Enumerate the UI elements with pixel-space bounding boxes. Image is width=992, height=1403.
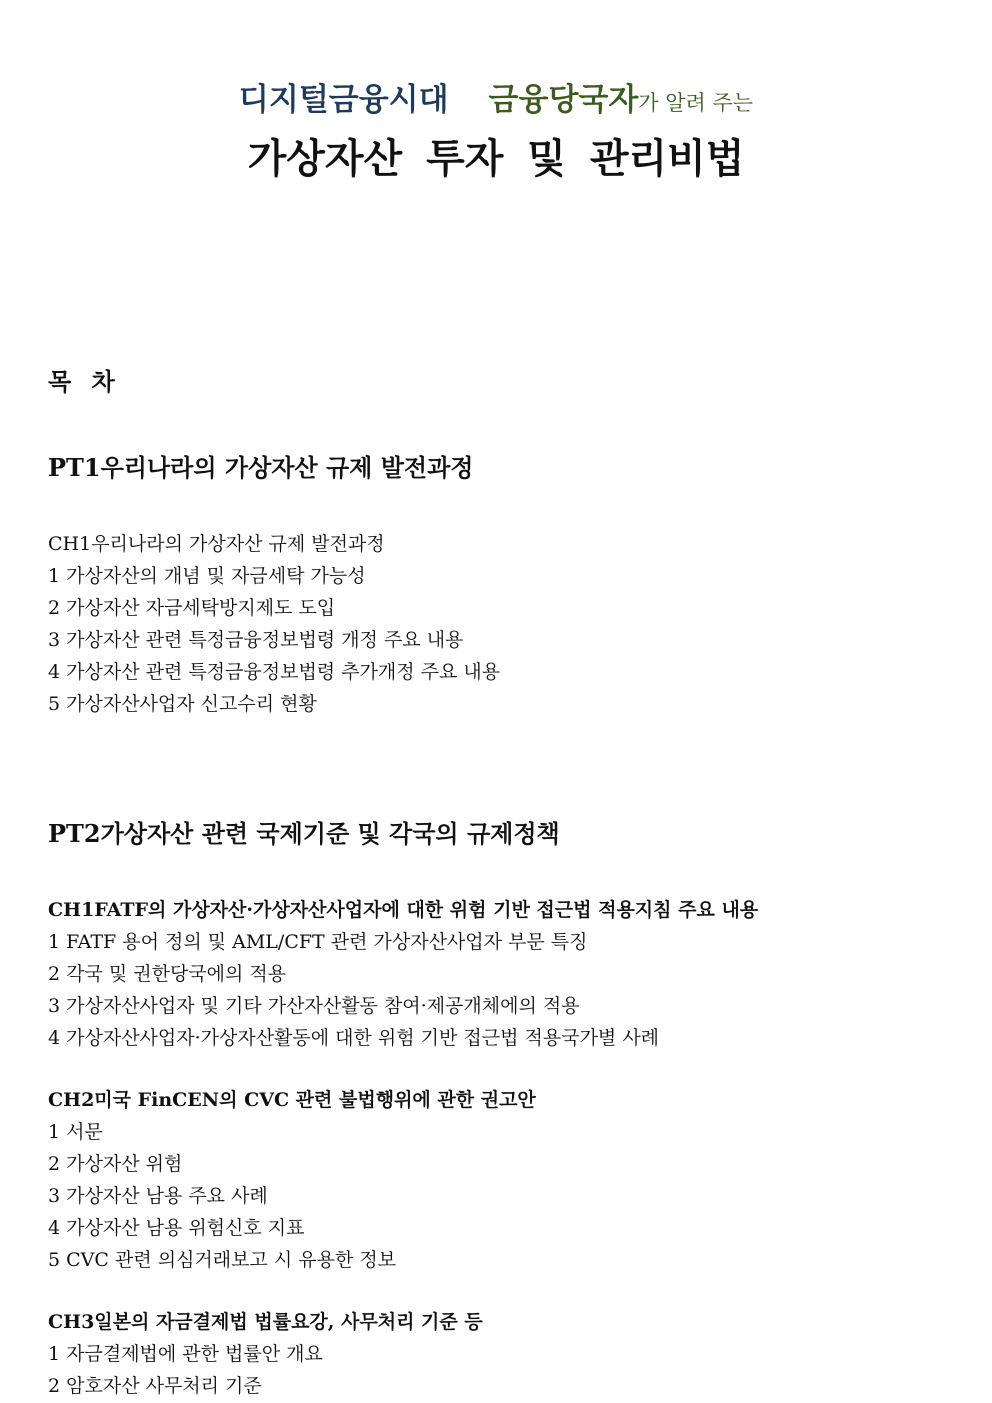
chapter-heading: CH1우리나라의 가상자산 규제 발전과정 bbox=[48, 533, 385, 555]
part-2-label: PT2 bbox=[48, 819, 101, 848]
part-1-title: 우리나라의 가상자산 규제 발전과정 bbox=[100, 454, 474, 482]
toc-heading: 목 차 bbox=[48, 368, 121, 396]
part-2-title: 가상자산 관련 국제기준 및 각국의 규제정책 bbox=[100, 820, 560, 848]
list-item: 4 가상자산 관련 특정금융정보법령 추가개정 주요 내용 bbox=[48, 661, 501, 683]
list-item: 2 가상자산 자금세탁방지제도 도입 bbox=[48, 597, 336, 619]
list-item: 1 가상자산의 개념 및 자금세탁 가능성 bbox=[48, 565, 366, 587]
chapter-heading: CH1FATF의 가상자산·가상자산사업자에 대한 위험 기반 접근법 적용지침 주요 내용 bbox=[48, 899, 759, 921]
subtitle-tells: 가 알려 주는 bbox=[638, 91, 754, 115]
subtitle bbox=[0, 78, 992, 125]
list-item: 5 CVC 관련 의심거래보고 시 유용한 정보 bbox=[48, 1249, 397, 1271]
list-item: 3 가상자산 관련 특정금융정보법령 개정 주요 내용 bbox=[48, 629, 464, 651]
subtitle-financial-authority: 금융당국자 bbox=[488, 82, 639, 118]
list-item: 3 가상자산사업자 및 기타 가산자산활동 참여·제공개체에의 적용 bbox=[48, 995, 580, 1017]
list-item: 4 가상자산 남용 위험신호 지표 bbox=[48, 1217, 305, 1239]
list-item: 5 가상자산사업자 신고수리 현황 bbox=[48, 693, 317, 715]
chapter-heading: CH3일본의 자금결제법 법률요강, 사무처리 기준 등 bbox=[48, 1311, 483, 1333]
page-title: 가상자산 투자 및 관리비법 bbox=[247, 136, 745, 182]
part-1-heading bbox=[48, 448, 948, 488]
part-1-label: PT1 bbox=[48, 453, 101, 482]
subtitle-digital-finance-era: 디지털금융시대 bbox=[238, 82, 449, 118]
table-of-contents bbox=[48, 362, 948, 1402]
list-item: 1 자금결제법에 관한 법률안 개요 bbox=[48, 1343, 323, 1365]
chapter-heading: CH2미국 FinCEN의 CVC 관련 불법행위에 관한 권고안 bbox=[48, 1089, 536, 1111]
part-2-heading bbox=[48, 814, 948, 854]
list-item: 4 가상자산사업자·가상자산활동에 대한 위험 기반 접근법 적용국가별 사례 bbox=[48, 1027, 660, 1049]
list-item: 2 가상자산 위험 bbox=[48, 1153, 183, 1175]
list-item: 2 각국 및 권한당국에의 적용 bbox=[48, 963, 287, 985]
list-item: 2 암호자산 사무처리 기준 bbox=[48, 1375, 262, 1397]
list-item: 3 가상자산 남용 주요 사례 bbox=[48, 1185, 268, 1207]
title-block bbox=[0, 78, 992, 187]
list-item: 1 FATF 용어 정의 및 AML/CFT 관련 가상자산사업자 부문 특징 bbox=[48, 931, 588, 953]
list-item: 1 서문 bbox=[48, 1121, 103, 1143]
